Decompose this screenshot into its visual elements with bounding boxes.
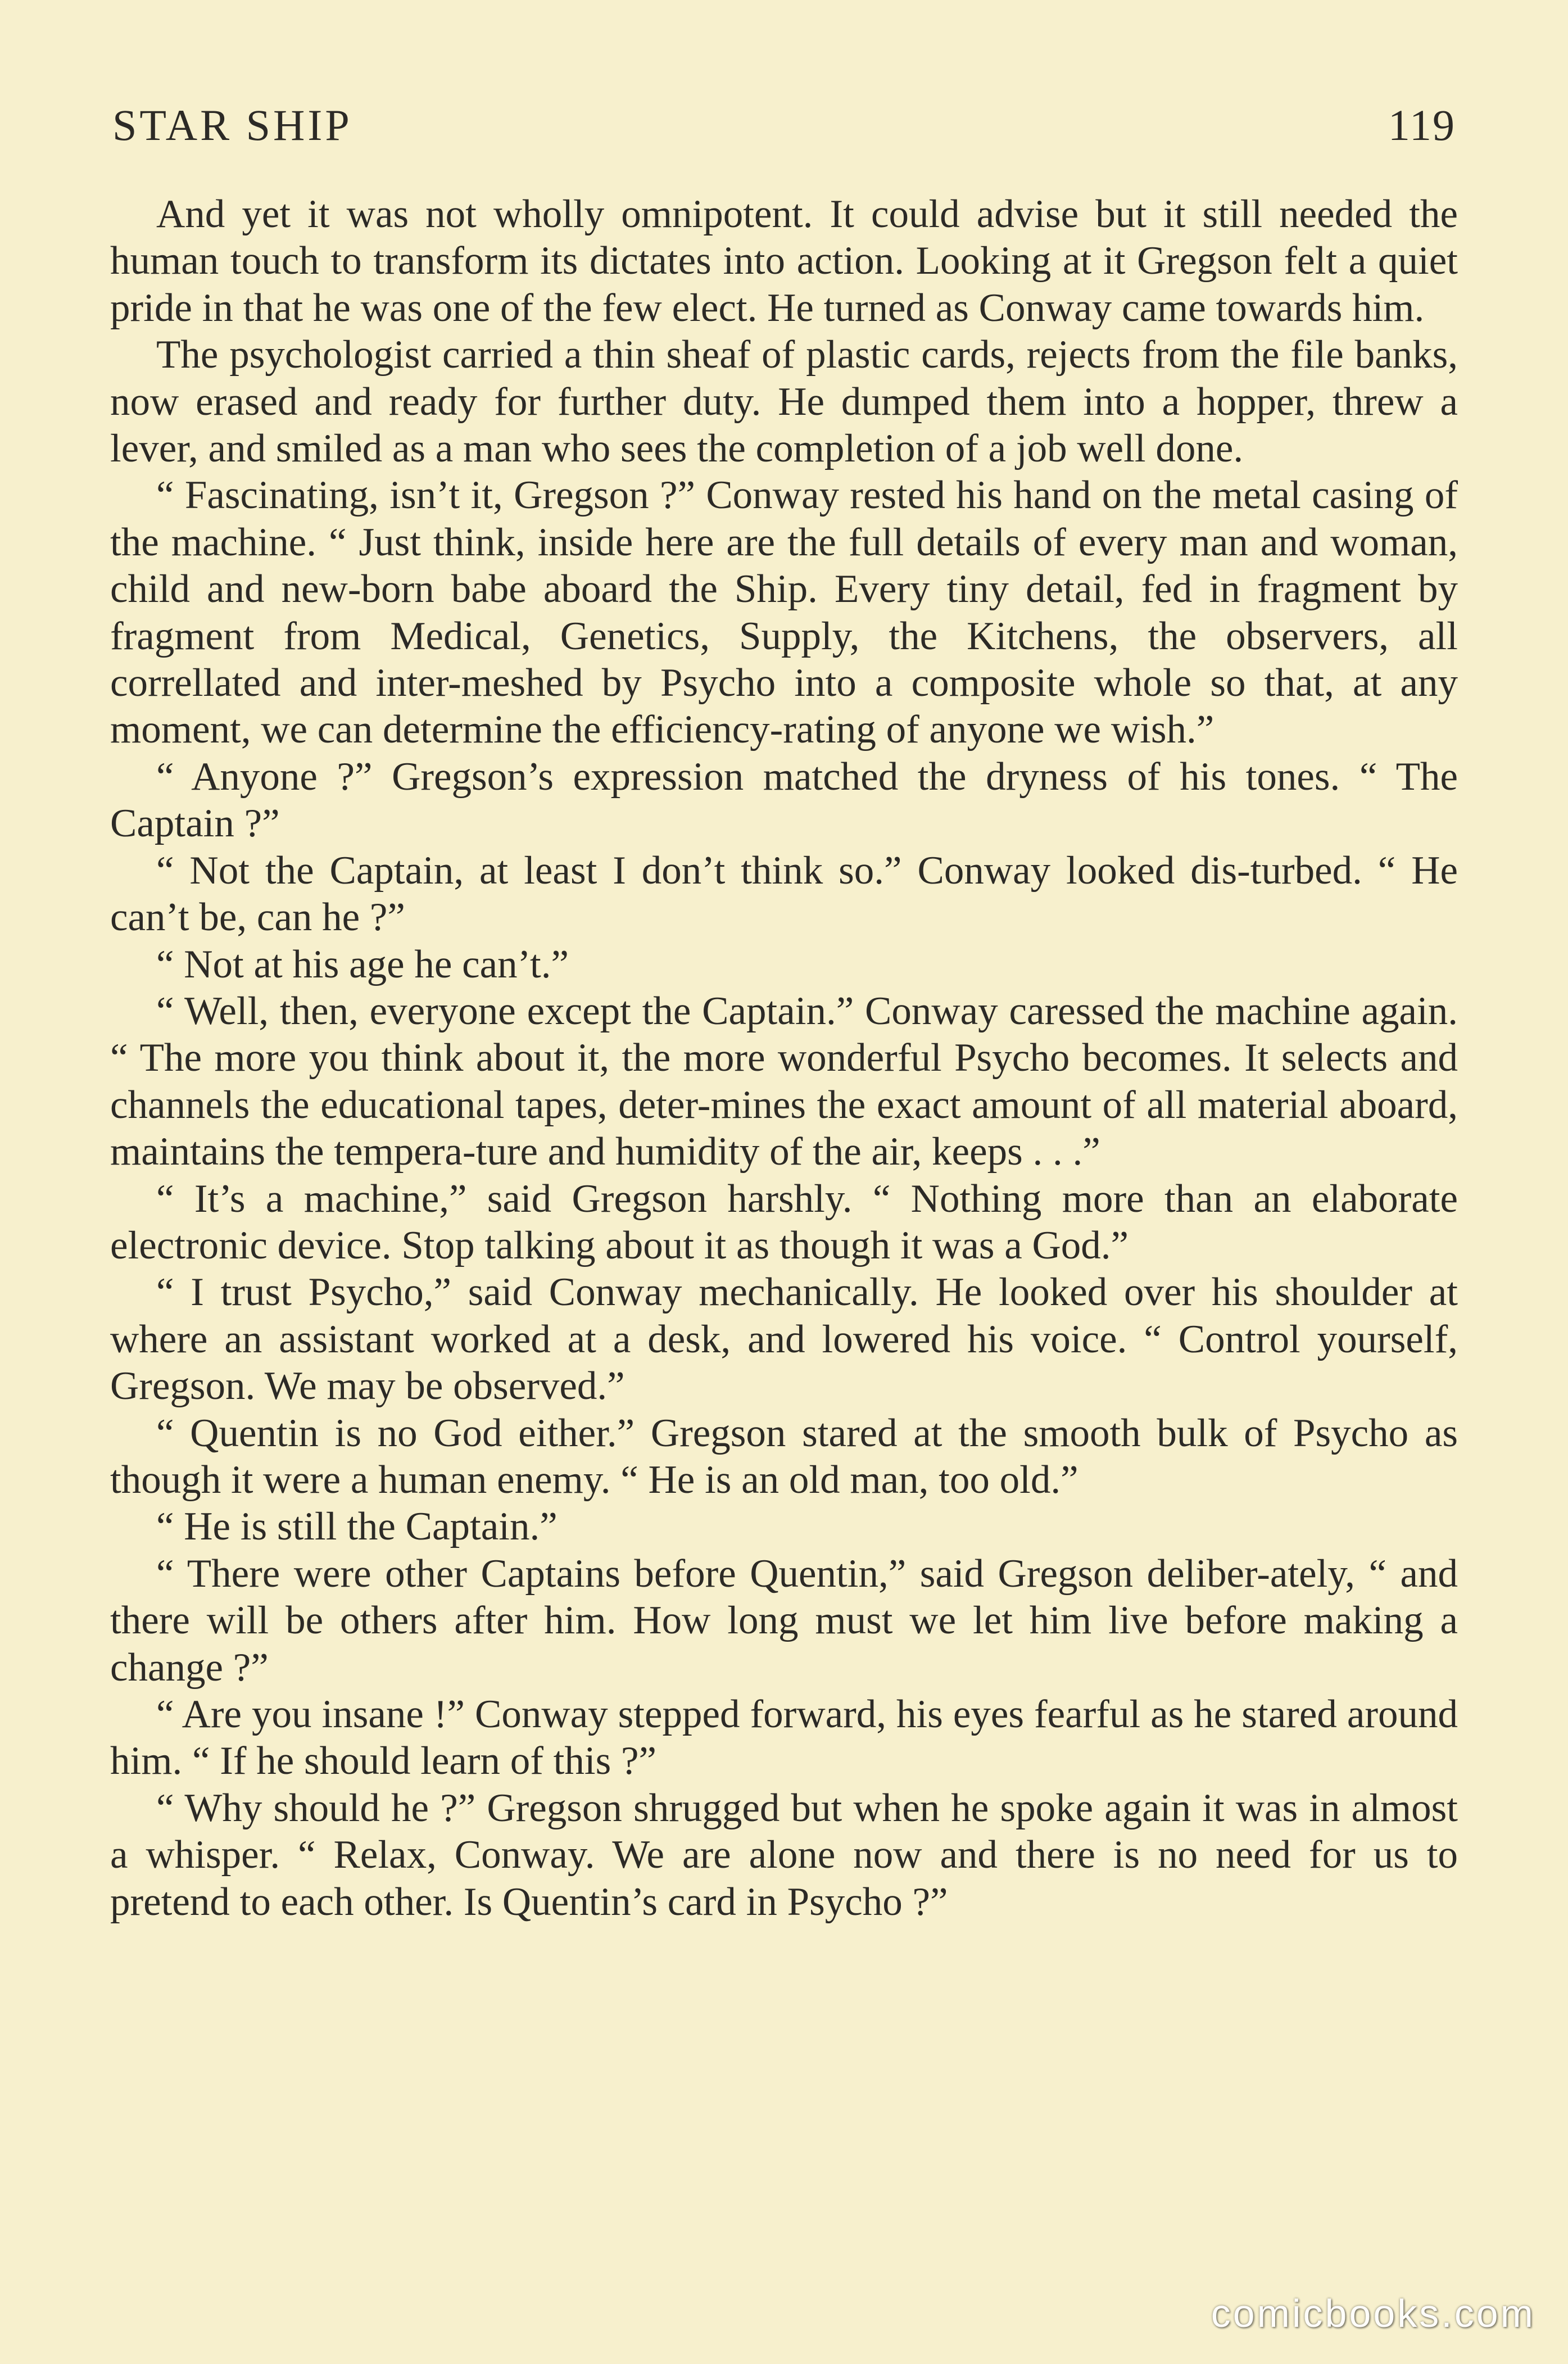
- paragraph-12: “ There were other Captains before Quentin,” said Gregson deliber-ately, “ and there will be others after him. How long must we let him live before making a change ?”: [110, 1551, 1458, 1690]
- paragraph-3: “ Fascinating, isn’t it, Gregson ?” Conway rested his hand on the metal casing of the machine. “ Just think, inside here are the full details of every man and woman, child and new-born babe aboard the Ship. Every tiny detail, fed in fragment by fragment from Medical, Genetics, Supply, the Kitchens, the observers, all correllated and inter-meshed by Psycho into a composite whole so that, at any moment, we can determine the efficiency-rating of anyone we wish.”: [110, 473, 1458, 752]
- book-title: STAR SHIP: [112, 101, 352, 150]
- paragraph-13: “ Are you insane !” Conway stepped forward, his eyes fearful as he stared around him. “ If he should learn of this ?”: [110, 1692, 1458, 1783]
- running-head: [112, 94, 1456, 156]
- paragraph-8: “ It’s a machine,” said Gregson harshly. “ Nothing more than an elaborate electronic device. Stop talking about it as though it was a God.”: [110, 1176, 1458, 1267]
- paragraph-7: “ Well, then, everyone except the Captain.” Conway caressed the machine again. “ The more you think about it, the more wonderful Psycho becomes. It selects and channels the educational tapes, deter-mines the exact amount of all material aboard, maintains the tempera-ture and humidity of the air, keeps . . .”: [110, 989, 1458, 1174]
- paragraph-5: “ Not the Captain, at least I don’t think so.” Conway looked dis-turbed. “ He can’t be, can he ?”: [110, 848, 1458, 940]
- paragraph-2: The psychologist carried a thin sheaf of plastic cards, rejects from the file banks, now erased and ready for further duty. He dumped them into a hopper, threw a lever, and smiled as a man who sees the completion of a job well done.: [110, 333, 1458, 471]
- paragraph-10: “ Quentin is no God either.” Gregson stared at the smooth bulk of Psycho as though it were a human enemy. “ He is an old man, too old.”: [110, 1411, 1458, 1502]
- paragraph-11: “ He is still the Captain.”: [156, 1505, 558, 1549]
- paragraph-9: “ I trust Psycho,” said Conway mechanically. He looked over his shoulder at where an assistant worked at a desk, and lowered his voice. “ Control yourself, Gregson. We may be observed.”: [110, 1270, 1458, 1409]
- paragraph-14: “ Why should he ?” Gregson shrugged but when he spoke again it was in almost a whisper. “ Relax, Conway. We are alone now and there is no need for us to pretend to each other. Is Quentin’s card in Psycho ?”: [110, 1786, 1458, 1924]
- page-number: 119: [1388, 101, 1456, 150]
- paragraph-4: “ Anyone ?” Gregson’s expression matched the dryness of his tones. “ The Captain ?”: [110, 754, 1458, 846]
- paragraph-1: And yet it was not wholly omnipotent. It could advise but it still needed the human touch to transform its dictates into action. Looking at it Gregson felt a quiet pride in that he was one of the few elect. He turned as Conway came towards him.: [110, 192, 1458, 330]
- watermark: comicbooks.com: [1211, 2291, 1535, 2335]
- text-body: [110, 191, 1458, 1926]
- paragraph-6: “ Not at his age he can’t.”: [156, 942, 569, 986]
